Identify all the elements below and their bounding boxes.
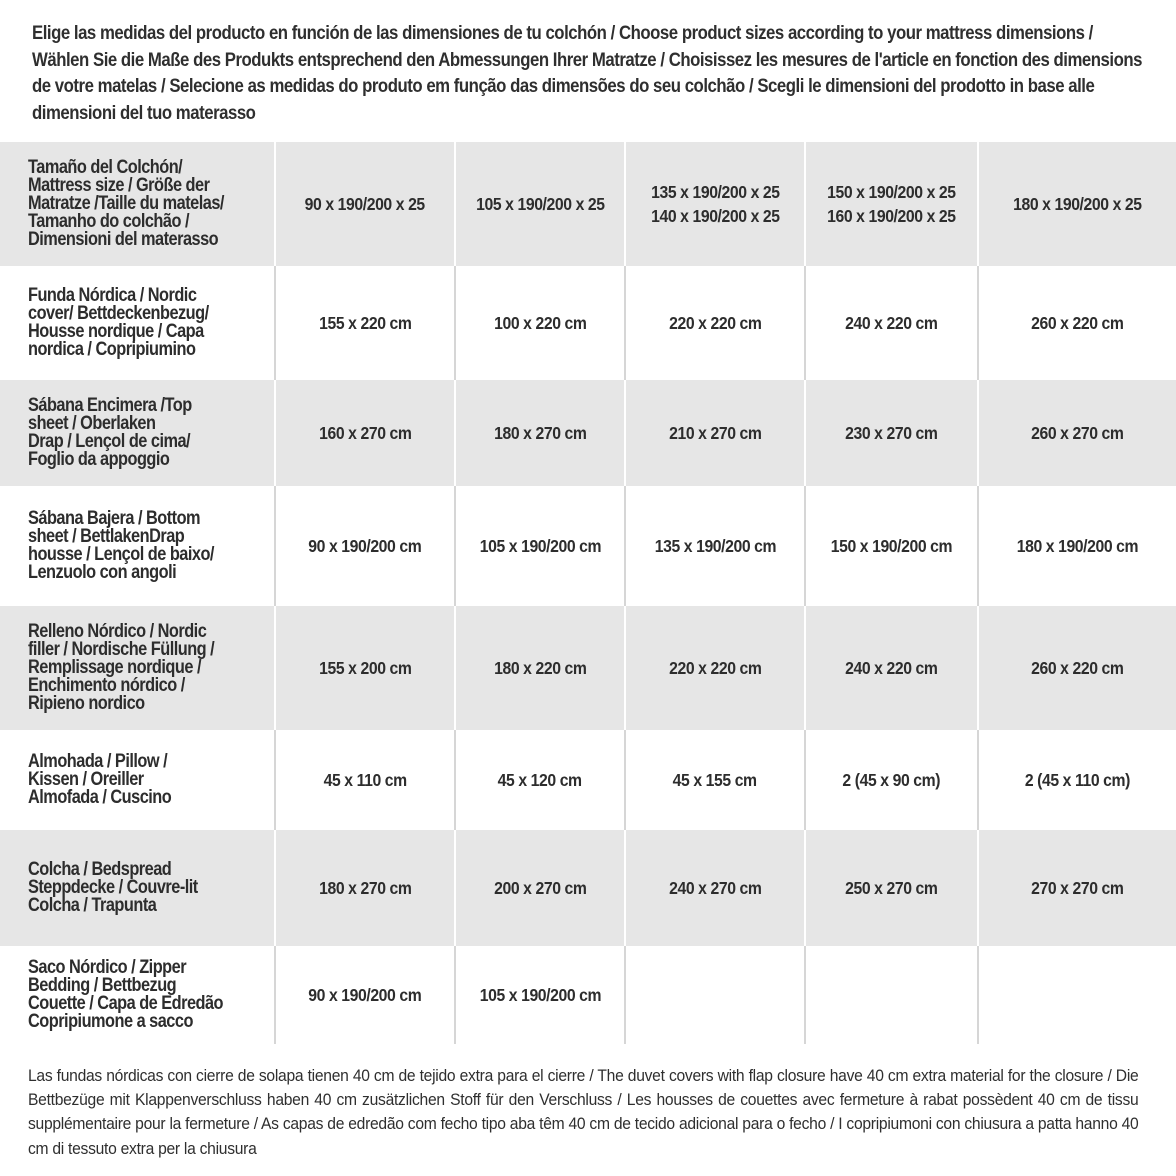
table-cell [455, 730, 625, 830]
cell-value: 45 x 110 cm [323, 770, 407, 790]
row-label: Almohada / Pillow / Kissen / Oreiller Almofada / Cuscino [28, 751, 172, 808]
table-cell [625, 730, 805, 830]
row-label-cell [0, 946, 275, 1044]
cell-value: 220 x 220 cm [668, 313, 762, 333]
cell-value: 240 x 220 cm [845, 313, 938, 333]
row-label-cell [0, 380, 275, 486]
cell-value: 45 x 155 cm [672, 770, 757, 790]
table-cell [275, 946, 455, 1044]
table-cell [805, 946, 978, 1044]
cell-value: 210 x 270 cm [668, 423, 762, 443]
row-label: Sábana Encimera /Top sheet / Oberlaken Drap / Lençol de cima/ Foglio da appoggio [28, 395, 192, 470]
cell-value: 150 x 190/200 x 25 160 x 190/200 x 25 [827, 182, 956, 226]
header-intro-text: Elige las medidas del producto en función de las dimensiones de tu colchón / Choose product sizes according to your mattress dimensions / Wählen Sie die Maße des Produkts entsprechend den Abmessungen Ihrer Matratze / Choisissez les mesures de l'article en fonction des dimensions de votre matelas / Selecione as medidas do produto em função das dimensões do seu colchão / Scegli le dimensioni del prodotto in base alle dimensioni del tuo materasso [32, 22, 1142, 124]
row-label: Funda Nórdica / Nordic cover/ Bettdeckenbezug/ Housse nordique / Capa nordica / Copripiumino [28, 285, 209, 360]
table-cell [625, 380, 805, 486]
table-cell [275, 142, 455, 266]
table-cell [455, 606, 625, 730]
table-cell [805, 486, 978, 606]
table-cell [455, 142, 625, 266]
cell-value: 105 x 190/200 cm [479, 536, 601, 556]
table-cell [978, 486, 1176, 606]
row-label-cell [0, 266, 275, 380]
row-label-cell [0, 730, 275, 830]
table-cell [805, 142, 978, 266]
cell-value: 260 x 220 cm [1031, 313, 1124, 333]
table-cell [455, 486, 625, 606]
table-cell [275, 486, 455, 606]
table-cell [805, 730, 978, 830]
table-row-pillow [0, 730, 1176, 830]
table-cell [805, 266, 978, 380]
cell-value: 90 x 190/200 cm [308, 985, 422, 1005]
table-cell [978, 830, 1176, 946]
row-label-cell [0, 142, 275, 266]
footer-note-text: Las fundas nórdicas con cierre de solapa tienen 40 cm de tejido extra para el cierre / The duvet covers with flap closure have 40 cm extra material for the closure / Die Bettbezüge mit Klappenverschluss haben 40 cm zusätzlichen Stoff für den Verschluss / Les housses de couettes avec fermeture à rabat possèdent 40 cm de tissu supplémentaire pour la fermeture / As capas de edredão com fecho tipo aba têm 40 cm de tecido adicional para o fecho / I copripiumoni con chiusura a patta hanno 40 cm di tessuto extra per la chiusura [28, 1066, 1139, 1158]
cell-value: 90 x 190/200 x 25 [304, 194, 426, 214]
table-cell [978, 946, 1176, 1044]
row-label: Relleno Nórdico / Nordic filler / Nordische Füllung / Remplissage nordique / Enchimento nórdico / Ripieno nordico [28, 621, 215, 714]
cell-value: 240 x 270 cm [668, 878, 762, 898]
row-label: Saco Nórdico / Zipper Bedding / Bettbezug Couette / Capa de Edredão Copripiumone a sacco [28, 957, 224, 1032]
cell-value: 45 x 120 cm [497, 770, 582, 790]
table-cell [978, 266, 1176, 380]
table-row-mattress-size [0, 142, 1176, 266]
table-cell [805, 830, 978, 946]
cell-value: 220 x 220 cm [668, 658, 762, 678]
table-cell [275, 380, 455, 486]
table-cell [275, 266, 455, 380]
table-cell [625, 606, 805, 730]
table-row-top-sheet [0, 380, 1176, 486]
table-cell [455, 266, 625, 380]
size-table [0, 142, 1176, 1044]
row-label-cell [0, 606, 275, 730]
cell-value: 180 x 270 cm [493, 423, 587, 443]
table-cell [275, 730, 455, 830]
cell-value: 150 x 190/200 cm [830, 536, 953, 556]
cell-value: 135 x 190/200 x 25 140 x 190/200 x 25 [650, 182, 780, 226]
cell-value: 260 x 220 cm [1031, 658, 1124, 678]
table-cell [625, 830, 805, 946]
table-cell [455, 380, 625, 486]
table-cell [625, 946, 805, 1044]
cell-value: 135 x 190/200 cm [654, 536, 776, 556]
cell-value: 2 (45 x 90 cm) [842, 770, 941, 790]
cell-value: 90 x 190/200 cm [308, 536, 422, 556]
table-row-bottom-sheet [0, 486, 1176, 606]
cell-value: 270 x 270 cm [1031, 878, 1124, 898]
row-label-cell [0, 486, 275, 606]
cell-value: 260 x 270 cm [1031, 423, 1124, 443]
row-label: Colcha / Bedspread Steppdecke / Couvre-lit Colcha / Trapunta [28, 859, 198, 916]
table-cell [625, 486, 805, 606]
table-cell [805, 380, 978, 486]
table-cell [625, 142, 805, 266]
cell-value: 2 (45 x 110 cm) [1024, 770, 1131, 790]
table-row-bedspread [0, 830, 1176, 946]
table-cell [978, 142, 1176, 266]
cell-value: 240 x 220 cm [845, 658, 938, 678]
cell-value: 250 x 270 cm [845, 878, 938, 898]
table-row-zipper-bedding [0, 946, 1176, 1044]
table-cell [805, 606, 978, 730]
table-row-nordic-filler [0, 606, 1176, 730]
cell-value: 155 x 200 cm [318, 658, 412, 678]
cell-value: 155 x 220 cm [318, 313, 412, 333]
row-label: Tamaño del Colchón/ Mattress size / Größe der Matratze /Taille du matelas/ Tamanho do colchão / Dimensioni del materasso [28, 157, 224, 250]
table-cell [625, 266, 805, 380]
table-cell [978, 606, 1176, 730]
cell-value: 230 x 270 cm [845, 423, 938, 443]
table-cell [275, 606, 455, 730]
table-row-nordic-cover [0, 266, 1176, 380]
cell-value: 180 x 190/200 x 25 [1013, 194, 1142, 214]
cell-value: 105 x 190/200 cm [479, 985, 601, 1005]
table-cell [455, 946, 625, 1044]
table-cell [275, 830, 455, 946]
cell-value: 100 x 220 cm [493, 313, 587, 333]
cell-value: 180 x 220 cm [493, 658, 587, 678]
cell-value: 105 x 190/200 x 25 [475, 194, 605, 214]
cell-value: 180 x 190/200 cm [1016, 536, 1139, 556]
row-label: Sábana Bajera / Bottom sheet / BettlakenDrap housse / Lençol de baixo/ Lenzuolo con angoli [28, 508, 214, 583]
table-cell [978, 380, 1176, 486]
cell-value: 160 x 270 cm [318, 423, 412, 443]
cell-value: 180 x 270 cm [318, 878, 412, 898]
table-cell [978, 730, 1176, 830]
table-cell [455, 830, 625, 946]
row-label-cell [0, 830, 275, 946]
cell-value: 200 x 270 cm [493, 878, 587, 898]
